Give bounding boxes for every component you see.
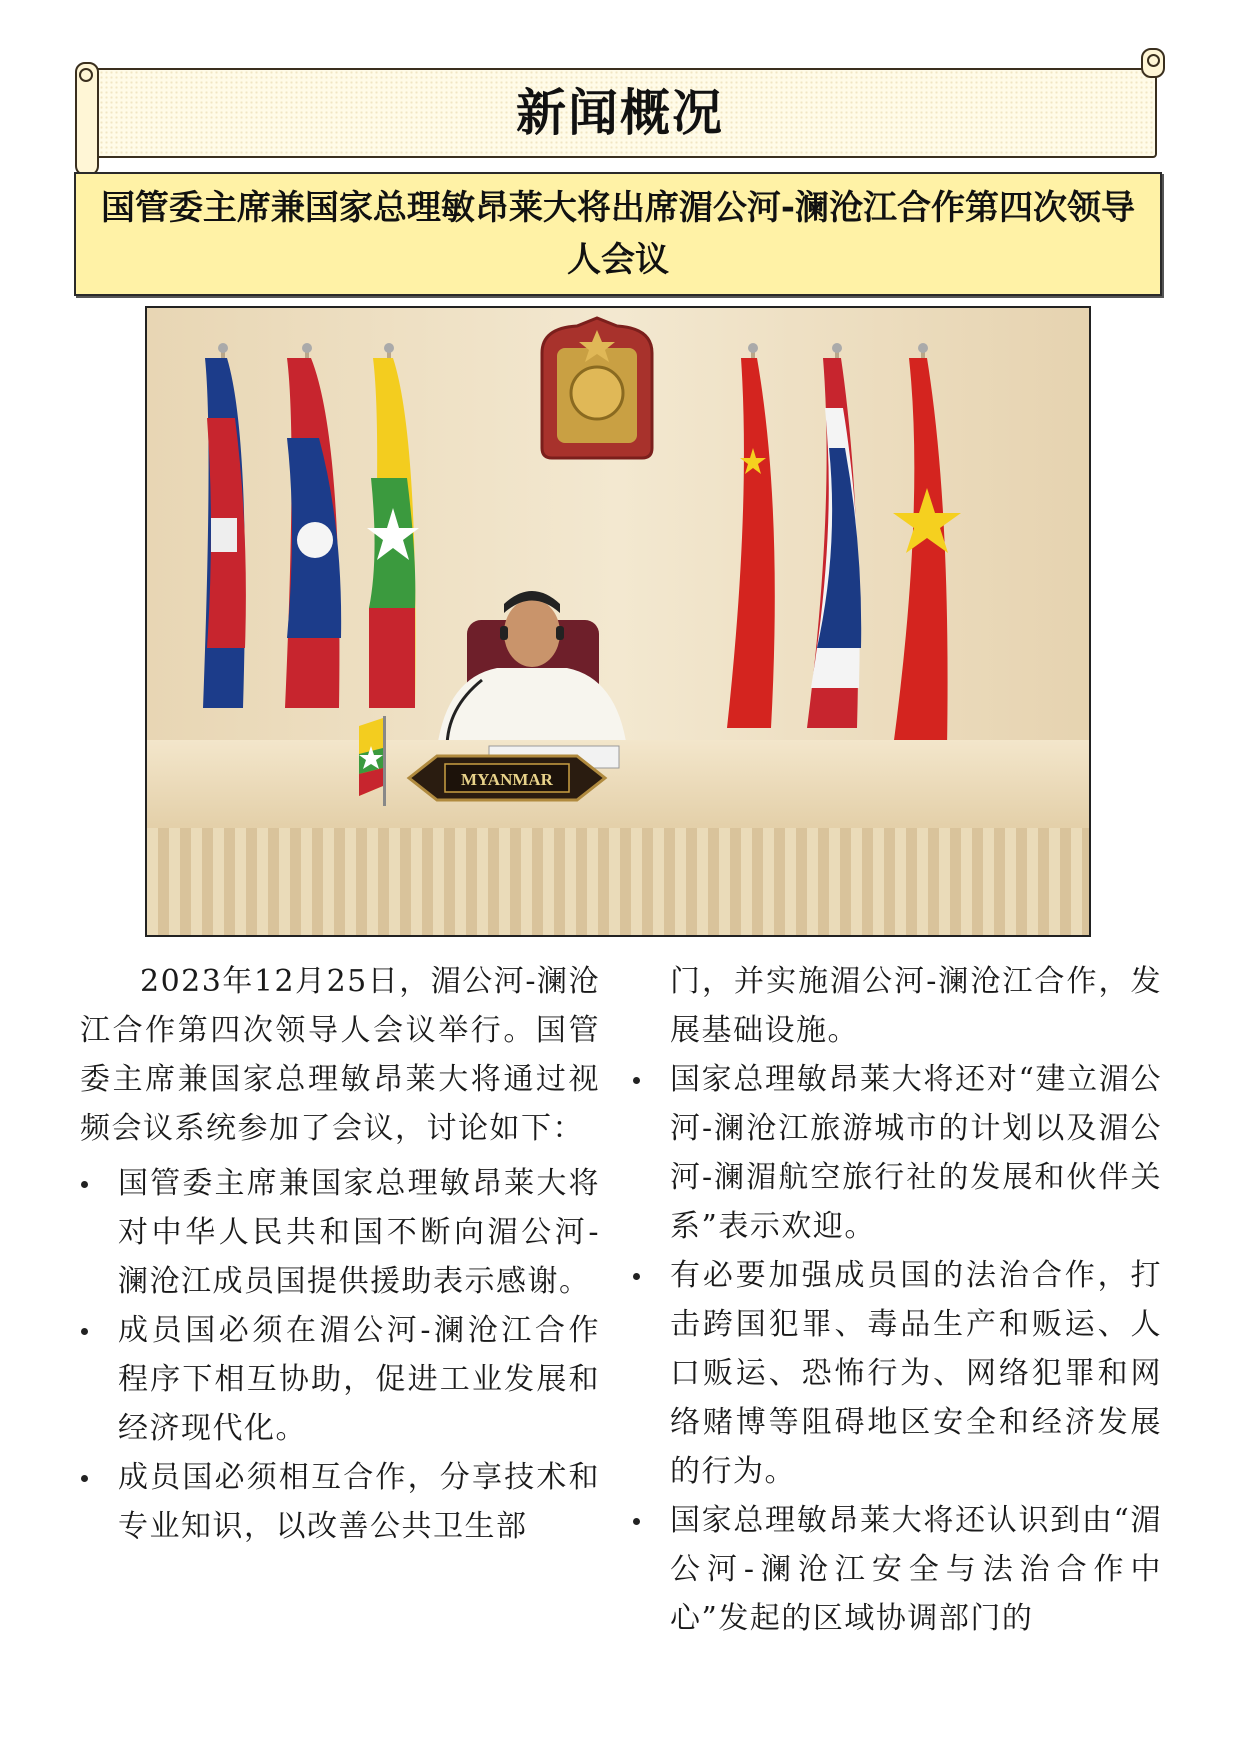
bullet-list-right [632, 957, 1162, 1643]
list-item-continuation: 门，并实施湄公河-澜沧江合作，发展基础设施。 [670, 964, 1162, 1048]
state-emblem [542, 318, 652, 458]
list-item: 有必要加强成员国的法治合作，打击跨国犯罪、毒品生产和贩运、人口贩运、恐怖行为、网络犯罪和网络赌博等阻碍地区安全和经济发展的行为。 [632, 1251, 1162, 1496]
list-item: 国家总理敏昂莱大将还对“建立湄公河-澜沧江旅游城市的计划以及湄公河-澜湄航空旅行社的发展和伙伴关系”表示欢迎。 [632, 1055, 1162, 1251]
table-skirt [147, 828, 1089, 935]
body-column-left [80, 957, 600, 1551]
section-title: 新闻概况 [516, 83, 724, 142]
headline-box [74, 172, 1162, 296]
nameplate-text: MYANMAR [461, 770, 553, 789]
headline: 国管委主席兼国家总理敏昂莱大将出席湄公河-澜沧江合作第四次领导人会议 [100, 188, 1136, 280]
photo-illustration [147, 308, 1089, 935]
section-banner [75, 60, 1165, 158]
body-column-right [632, 957, 1162, 1643]
list-item: 国家总理敏昂莱大将还认识到由“湄公河-澜沧江安全与法治合作中心”发起的区域协调部门的 [632, 1496, 1162, 1643]
list-item: 国管委主席兼国家总理敏昂莱大将对中华人民共和国不断向湄公河-澜沧江成员国提供援助表示感谢。 [80, 1159, 600, 1306]
intro-paragraph: 2023年12月25日，湄公河-澜沧江合作第四次领导人会议举行。国管委主席兼国家总理敏昂莱大将通过视频会议系统参加了会议，讨论如下： [80, 964, 600, 1146]
news-photo [145, 306, 1091, 937]
list-item: 成员国必须在湄公河-澜沧江合作程序下相互协助，促进工业发展和经济现代化。 [80, 1306, 600, 1453]
list-item: 成员国必须相互合作，分享技术和专业知识，以改善公共卫生部 [80, 1453, 600, 1551]
nameplate [409, 756, 605, 800]
bullet-list-left [80, 1159, 600, 1551]
